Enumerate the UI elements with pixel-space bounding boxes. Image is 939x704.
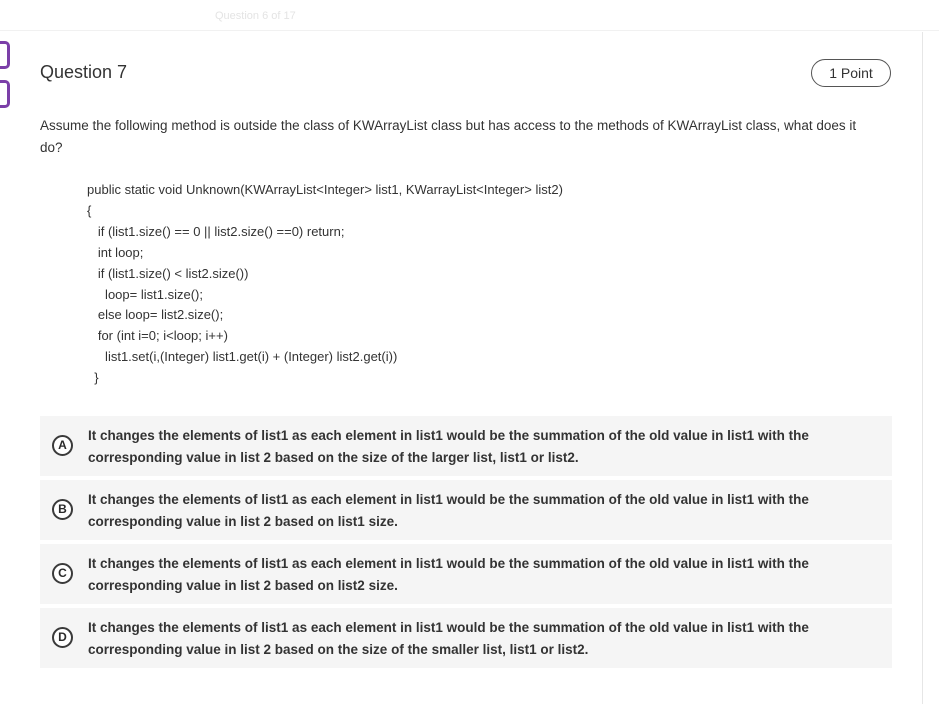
option-text[interactable]: It changes the elements of list1 as each element in list1 would be the summation of the old value in list1 with the corresponding value in list 2 based on list2 size. xyxy=(88,556,809,593)
answer-option-a[interactable] xyxy=(40,416,892,476)
question-progress-text: Question 6 of 17 xyxy=(215,10,296,22)
answer-option-b[interactable] xyxy=(40,480,892,540)
code-line: list1.set(i,(Integer) list1.get(i) + (Integer) list2.get(i)) xyxy=(87,349,398,365)
code-line: int loop; xyxy=(87,244,144,260)
option-letter-badge[interactable]: C xyxy=(52,563,73,584)
code-line: { xyxy=(87,202,92,218)
side-nav-tab[interactable] xyxy=(0,80,10,108)
option-letter-badge[interactable]: D xyxy=(52,627,73,648)
code-line: if (list1.size() == 0 || list2.size() ==0) return; xyxy=(87,223,345,239)
option-text[interactable]: It changes the elements of list1 as each element in list1 would be the summation of the old value in list1 with the corresponding value in list 2 based on the size of the larger list, list1 or list2. xyxy=(88,428,809,465)
top-bar xyxy=(0,0,939,31)
option-text[interactable]: It changes the elements of list1 as each element in list1 would be the summation of the old value in list1 with the corresponding value in list 2 based on list1 size. xyxy=(88,492,809,529)
option-text[interactable]: It changes the elements of list1 as each element in list1 would be the summation of the old value in list1 with the corresponding value in list 2 based on the size of the smaller list, list1 or list2. xyxy=(88,620,809,657)
side-nav-tab[interactable] xyxy=(0,41,10,69)
code-block xyxy=(87,180,563,389)
code-line: if (list1.size() < list2.size()) xyxy=(87,265,249,281)
answer-option-c[interactable] xyxy=(40,544,892,604)
option-letter-badge[interactable]: A xyxy=(52,435,73,456)
points-badge: 1 Point xyxy=(811,59,891,87)
answer-option-d[interactable] xyxy=(40,608,892,668)
code-line: loop= list1.size(); xyxy=(87,286,203,302)
code-line: for (int i=0; i<loop; i++) xyxy=(87,328,228,344)
right-divider xyxy=(922,32,923,704)
question-prompt: Assume the following method is outside the class of KWArrayList class but has access to the methods of KWArrayList class, what does it do? xyxy=(40,118,857,155)
option-letter-badge[interactable]: B xyxy=(52,499,73,520)
code-line: public static void Unknown(KWArrayList<Integer> list1, KWarrayList<Integer> list2) xyxy=(87,182,563,197)
question-title: Question 7 xyxy=(40,62,128,82)
code-line: else loop= list2.size(); xyxy=(87,307,224,323)
code-line: } xyxy=(87,370,99,386)
